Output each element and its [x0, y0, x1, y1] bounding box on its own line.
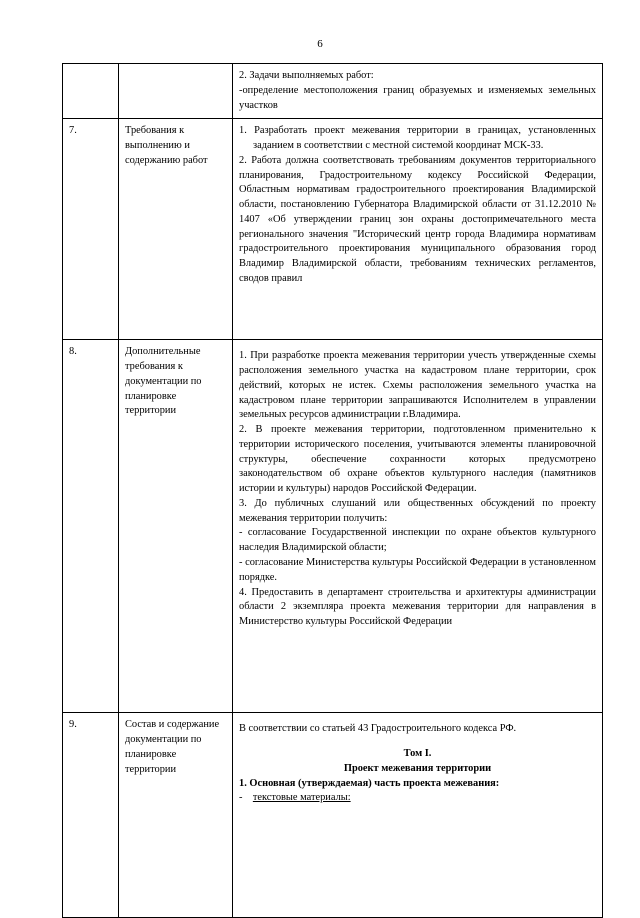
row-content: [233, 119, 603, 340]
bullet-text: текстовые материалы:: [252, 792, 351, 804]
row-content: [233, 64, 603, 119]
row-number: [63, 64, 119, 119]
page-number: 6: [317, 38, 323, 50]
row-content: [233, 340, 603, 713]
bullet-mark: -: [239, 792, 243, 804]
requirements-table: [62, 63, 603, 918]
row-content: [233, 713, 603, 918]
content-paragraph: 2. В проекте межевания территории, подготовленном применительно к территории исторического поселения, учитываются элементы планировочной структуры, обеспечение сохранности которых предусмотрено законодательством об охране объектов культурного наследия (памятников истории и культуры) народов Российской Федерации.: [239, 424, 596, 495]
row-number: 9.: [63, 713, 119, 918]
row-title: Дополнительные требования к документации по планировке территории: [119, 340, 233, 713]
row-title: Состав и содержание документации по планировке территории: [119, 713, 233, 918]
volume-title: Проект межевания территории: [343, 762, 492, 774]
content-paragraph: - согласование Государственной инспекции по охране объектов культурного наследия Владимирской области;: [239, 527, 596, 554]
row-title: [119, 64, 233, 119]
row-title: Требования к выполнению и содержанию работ: [119, 119, 233, 340]
table-row: [63, 64, 603, 119]
row-number: 8.: [63, 340, 119, 713]
content-paragraph: 1. При разработке проекта межевания территории учесть утвержденные схемы расположения земельного участка на кадастровом плане территории, срок действий, которых не истек. Схемы расположения земельного участка на кадастровом плане территории запрашиваются Исполнителем в управлении земельных ресурсов администрации г.Владимира.: [239, 350, 596, 421]
content-paragraph: 1. Разработать проект межевания территории в границах, установленных заданием в соответствии с местной системой координат МСК-33.: [239, 125, 596, 152]
content-paragraph: В соответствии со статьей 43 Градостроительного кодекса РФ.: [239, 723, 517, 735]
list-item: [239, 791, 596, 806]
row-number: 7.: [63, 119, 119, 340]
content-paragraph: - согласование Министерства культуры Российской Федерации в установленном порядке.: [239, 557, 596, 583]
table-row: [63, 713, 603, 918]
content-paragraph: 2. Задачи выполняемых работ:: [239, 70, 374, 81]
section-heading: 1. Основная (утверждаемая) часть проекта межевания:: [239, 777, 500, 789]
volume-heading: Том I.: [403, 748, 432, 760]
table-row: [63, 340, 603, 713]
content-paragraph: 2. Работа должна соответствовать требованиям документов территориального планирования, Градостроительному кодексу Российской Федерации, Областным нормативам градостроительного проектирования Владимирской области, постановлению Губернатора Владимирской области от 31.12.2010 № 1407 «Об утверждении границ зон охраны достопримечательного места регионального значения "Исторический центр города Владимира нормативам градостроительного проектирования муниципального образования город Владимир Владимирской области, требованиям технических регламентов, сводов правил: [239, 154, 596, 284]
content-paragraph: -определение местоположения границ образуемых и изменяемых земельных участков: [239, 84, 596, 111]
table-row: [63, 119, 603, 340]
content-paragraph: 4. Предоставить в департамент строительства и архитектуры администрации области 2 экземпляра проекта межевания территории для направления в Министерство культуры Российской Федерации: [239, 586, 596, 628]
content-paragraph: 3. До публичных слушаний или общественных обсуждений по проекту межевания территории получить:: [239, 497, 596, 524]
